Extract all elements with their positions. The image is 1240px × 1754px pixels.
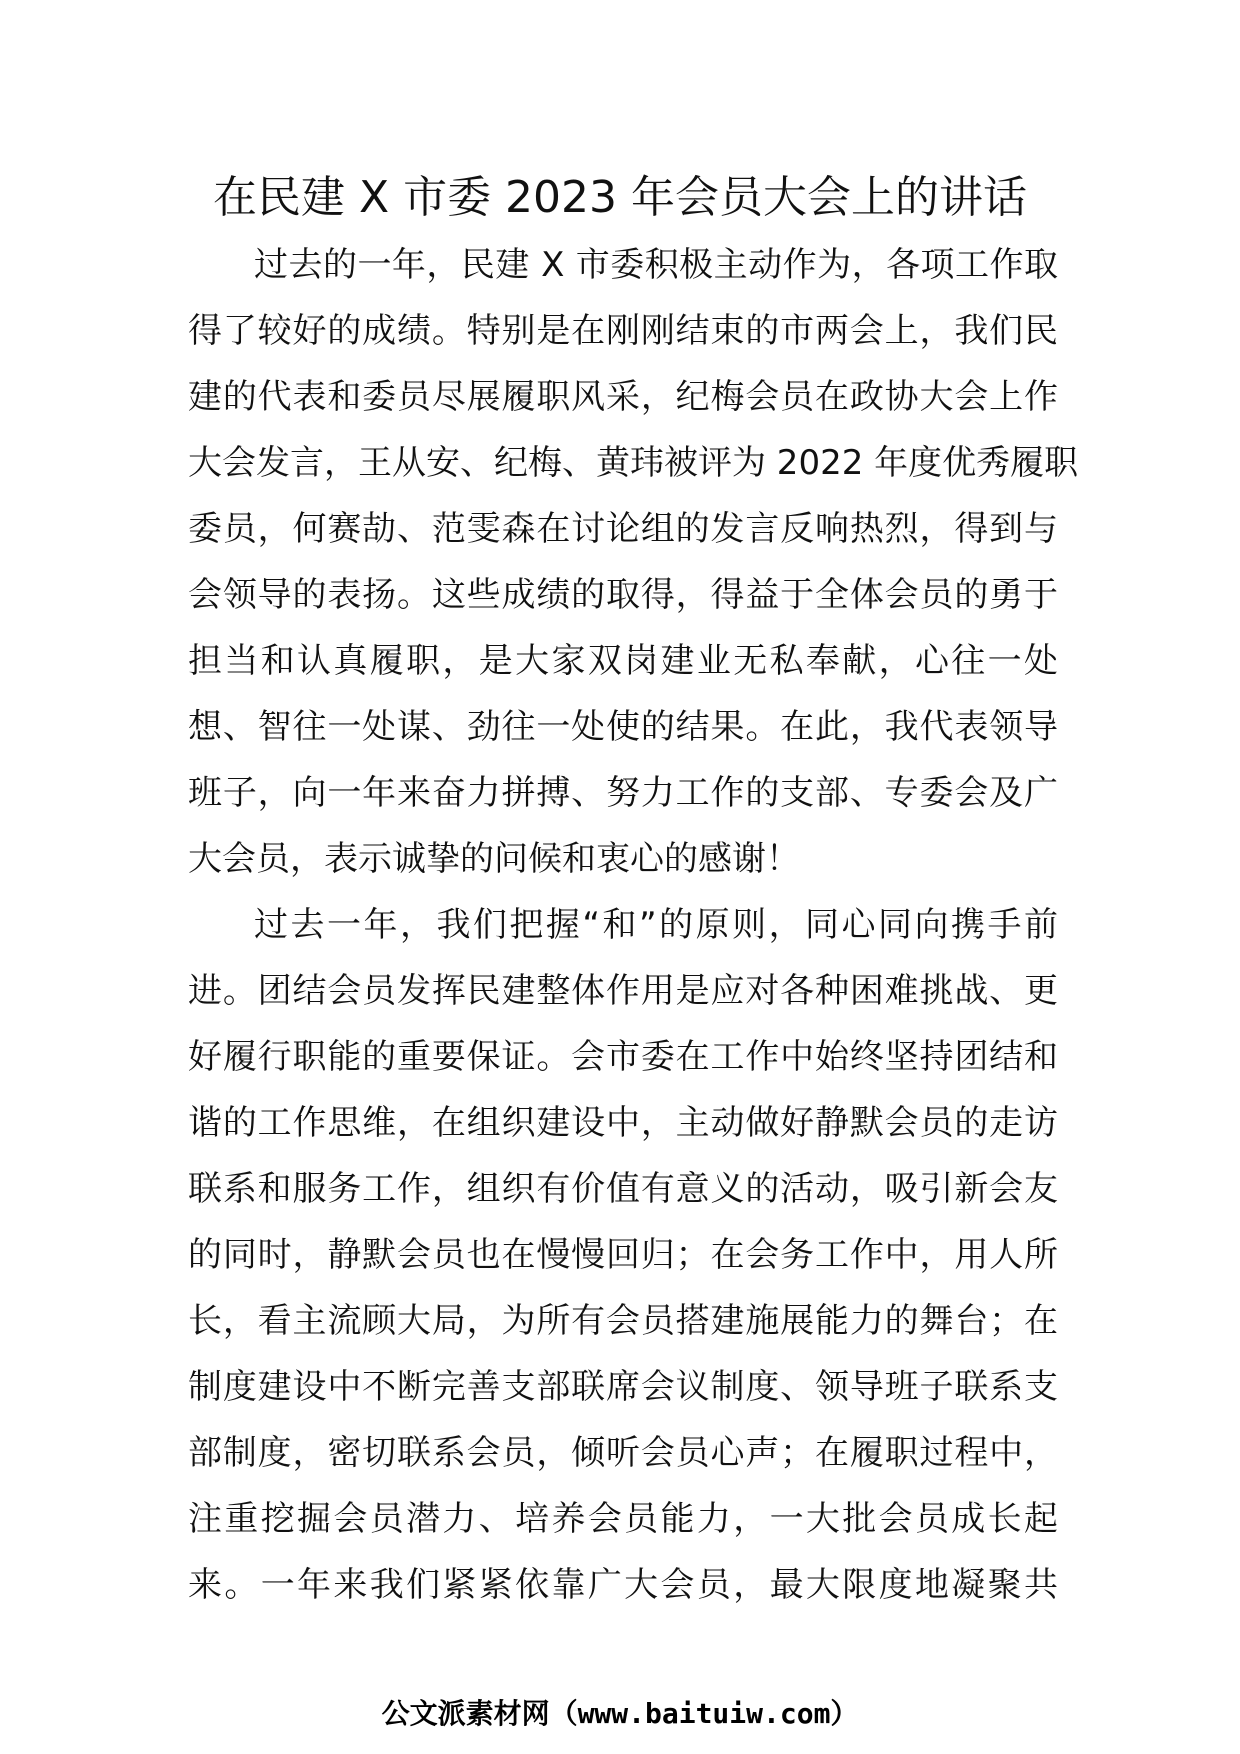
paragraph-line: 过去一年，我们把握“和”的原则，同心同向携手前 bbox=[254, 905, 1058, 945]
paragraph-line: 大会员，表示诚挚的问候和衷心的感谢！ bbox=[188, 839, 800, 879]
paragraph-line: 好履行职能的重要保证。会市委在工作中始终坚持团结和 bbox=[188, 1037, 1058, 1077]
paragraph-line: 长，看主流顾大局，为所有会员搭建施展能力的舞台；在 bbox=[188, 1301, 1058, 1341]
paragraph-line: 得了较好的成绩。特别是在刚刚结束的市两会上，我们民 bbox=[188, 311, 1058, 351]
paragraph-line: 进。团结会员发挥民建整体作用是应对各种困难挑战、更 bbox=[188, 971, 1058, 1011]
paragraph-line: 过去的一年，民建 X 市委积极主动作为，各项工作取 bbox=[254, 245, 1058, 285]
paragraph-line: 班子，向一年来奋力拼搏、努力工作的支部、专委会及广 bbox=[188, 773, 1058, 813]
paragraph-line: 建的代表和委员尽展履职风采，纪梅会员在政协大会上作 bbox=[188, 377, 1058, 417]
document-body bbox=[188, 232, 1079, 1618]
paragraph-2 bbox=[188, 892, 1058, 1618]
paragraph-line: 担当和认真履职，是大家双岗建业无私奉献，心往一处 bbox=[188, 641, 1058, 681]
paragraph-line: 会领导的表扬。这些成绩的取得，得益于全体会员的勇于 bbox=[188, 575, 1058, 615]
paragraph-line: 部制度，密切联系会员，倾听会员心声；在履职过程中， bbox=[188, 1433, 1058, 1473]
paragraph-1 bbox=[188, 232, 1079, 892]
paragraph-line: 的同时，静默会员也在慢慢回归；在会务工作中，用人所 bbox=[188, 1235, 1058, 1275]
paragraph-line: 谐的工作思维，在组织建设中，主动做好静默会员的走访 bbox=[188, 1103, 1058, 1143]
paragraph-line: 大会发言，王从安、纪梅、黄玮被评为 2022 年度优秀履职 bbox=[188, 443, 1079, 483]
document-title: 在民建 X 市委 2023 年会员大会上的讲话 bbox=[212, 172, 1028, 223]
paragraph-line: 来。一年来我们紧紧依靠广大会员，最大限度地凝聚共 bbox=[188, 1565, 1058, 1605]
paragraph-line: 想、智往一处谋、劲往一处使的结果。在此，我代表领导 bbox=[188, 707, 1058, 747]
footer-watermark-text: 公文派素材网（www.baituiw.com） bbox=[381, 1697, 859, 1730]
paragraph-line: 联系和服务工作，组织有价值有意义的活动，吸引新会友 bbox=[188, 1169, 1058, 1209]
paragraph-line: 委员，何赛劼、范雯森在讨论组的发言反响热烈，得到与 bbox=[188, 509, 1058, 549]
paragraph-line: 制度建设中不断完善支部联席会议制度、领导班子联系支 bbox=[188, 1367, 1058, 1407]
paragraph-line: 注重挖掘会员潜力、培养会员能力，一大批会员成长起 bbox=[188, 1499, 1058, 1539]
